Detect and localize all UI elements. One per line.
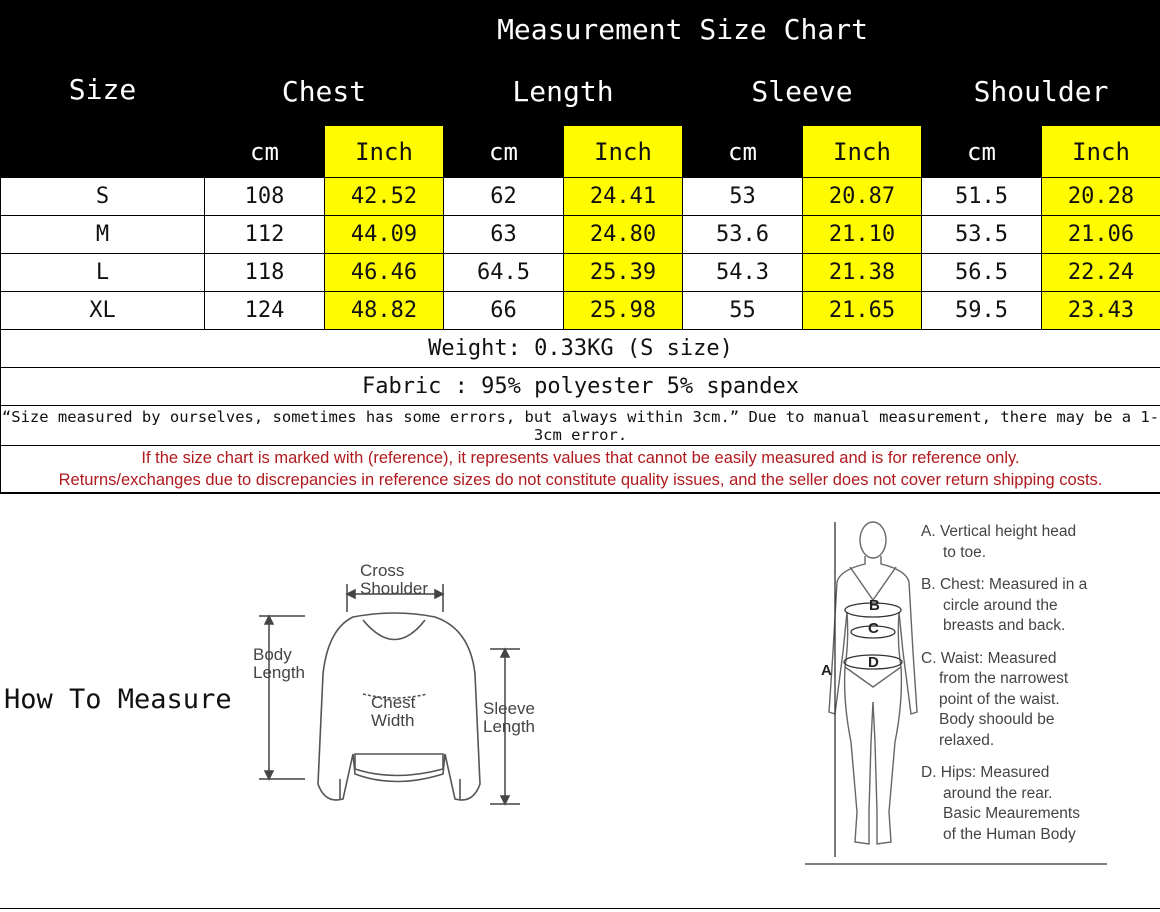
value-cell: 53 [683, 178, 803, 216]
legend-line: B. Chest: Measured in a [921, 576, 1088, 593]
legend-line: C. Waist: Measured [921, 649, 1057, 667]
chart-title: Measurement Size Chart [205, 1, 1160, 58]
value-cell: 20.28 [1042, 178, 1160, 216]
unit-header: cm [444, 126, 564, 178]
legend-line: breasts and back. [943, 617, 1066, 634]
fabric-row: Fabric : 95% polyester 5% spandex [1, 368, 1160, 406]
legend-line: A. Vertical height head [921, 523, 1077, 540]
body-length-label: Body [253, 645, 292, 664]
value-cell: 55 [683, 292, 803, 330]
cross-shoulder-label: Cross [360, 561, 405, 580]
unit-header: Inch [564, 126, 683, 178]
value-cell: 53.6 [683, 216, 803, 254]
legend-line: around the rear. [943, 784, 1053, 802]
body-length-label: Length [253, 663, 305, 682]
size-cell: L [1, 254, 205, 292]
size-cell: S [1, 178, 205, 216]
unit-header: cm [922, 126, 1042, 178]
shirt-diagram [245, 554, 555, 814]
disclaimer-line: Returns/exchanges due to discrepancies in reference sizes do not constitute quality issues, and the seller does not cover return shipping costs. [58, 471, 1103, 489]
group-sleeve: Sleeve [683, 58, 922, 126]
value-cell: 25.98 [564, 292, 683, 330]
body-measurement-legend [921, 522, 1157, 857]
unit-header: Inch [325, 126, 444, 178]
value-cell: 25.39 [564, 254, 683, 292]
legend-item-a [921, 522, 1157, 563]
value-cell: 20.87 [803, 178, 922, 216]
how-to-measure-label: How To Measure [4, 684, 232, 715]
value-cell: 22.24 [1042, 254, 1160, 292]
value-cell: 24.41 [564, 178, 683, 216]
legend-line: of the Human Body [943, 825, 1076, 843]
sleeve-length-label: Length [483, 717, 535, 736]
value-cell: 59.5 [922, 292, 1042, 330]
unit-header: Inch [1042, 126, 1160, 178]
group-shoulder: Shoulder [922, 58, 1160, 126]
legend-line: Basic Meaurements [943, 805, 1080, 822]
group-chest: Chest [205, 58, 444, 126]
value-cell: 21.06 [1042, 216, 1160, 254]
legend-line: relaxed. [939, 731, 995, 749]
value-cell: 62 [444, 178, 564, 216]
value-cell: 21.65 [803, 292, 922, 330]
value-cell: 64.5 [444, 254, 564, 292]
legend-item-d [921, 763, 1157, 845]
unit-header: cm [683, 126, 803, 178]
legend-line: Body shoould be [939, 711, 1055, 728]
sleeve-length-label: Sleeve [483, 699, 535, 718]
value-cell: 24.80 [564, 216, 683, 254]
reference-disclaimer [1, 446, 1160, 493]
measurement-note: “Size measured by ourselves, sometimes has some errors, but always within 3cm.” Due to manual measurement, there may be a 1-3cm error. [1, 407, 1160, 444]
unit-header: cm [205, 126, 325, 178]
value-cell: 21.38 [803, 254, 922, 292]
value-cell: 51.5 [922, 178, 1042, 216]
cross-shoulder-label: Shoulder [360, 579, 429, 598]
legend-line: point of the waist. [939, 690, 1060, 708]
table-row [1, 216, 1160, 254]
value-cell: 23.43 [1042, 292, 1160, 330]
value-cell: 48.82 [325, 292, 444, 330]
unit-header: Inch [803, 126, 922, 178]
disclaimer-line: If the size chart is marked with (reference), it represents values that cannot be easily measured and is for reference only. [141, 449, 1020, 467]
body-point-b: B [869, 597, 880, 614]
group-length: Length [444, 58, 683, 126]
legend-item-c [921, 649, 1157, 752]
value-cell: 54.3 [683, 254, 803, 292]
how-to-measure-section [0, 493, 1160, 909]
value-cell: 56.5 [922, 254, 1042, 292]
body-point-d: D [868, 654, 879, 671]
legend-line: from the narrowest [939, 670, 1069, 687]
body-point-c: C [868, 620, 879, 637]
value-cell: 44.09 [325, 216, 444, 254]
value-cell: 21.10 [803, 216, 922, 254]
size-cell: XL [1, 292, 205, 330]
value-cell: 124 [205, 292, 325, 330]
value-cell: 63 [444, 216, 564, 254]
value-cell: 108 [205, 178, 325, 216]
value-cell: 118 [205, 254, 325, 292]
weight-row: Weight: 0.33KG (S size) [1, 330, 1160, 368]
value-cell: 46.46 [325, 254, 444, 292]
size-header: Size [1, 1, 205, 178]
size-cell: M [1, 216, 205, 254]
chest-width-label: Chest [371, 693, 416, 712]
legend-item-b [921, 575, 1157, 637]
value-cell: 53.5 [922, 216, 1042, 254]
legend-line: D. Hips: Measured [921, 764, 1050, 781]
table-row [1, 254, 1160, 292]
legend-line: circle around the [943, 596, 1058, 614]
value-cell: 112 [205, 216, 325, 254]
value-cell: 42.52 [325, 178, 444, 216]
table-row [1, 178, 1160, 216]
legend-line: to toe. [943, 543, 987, 561]
table-row [1, 292, 1160, 330]
chest-width-label: Width [371, 711, 415, 730]
body-point-a: A [821, 662, 832, 679]
value-cell: 66 [444, 292, 564, 330]
